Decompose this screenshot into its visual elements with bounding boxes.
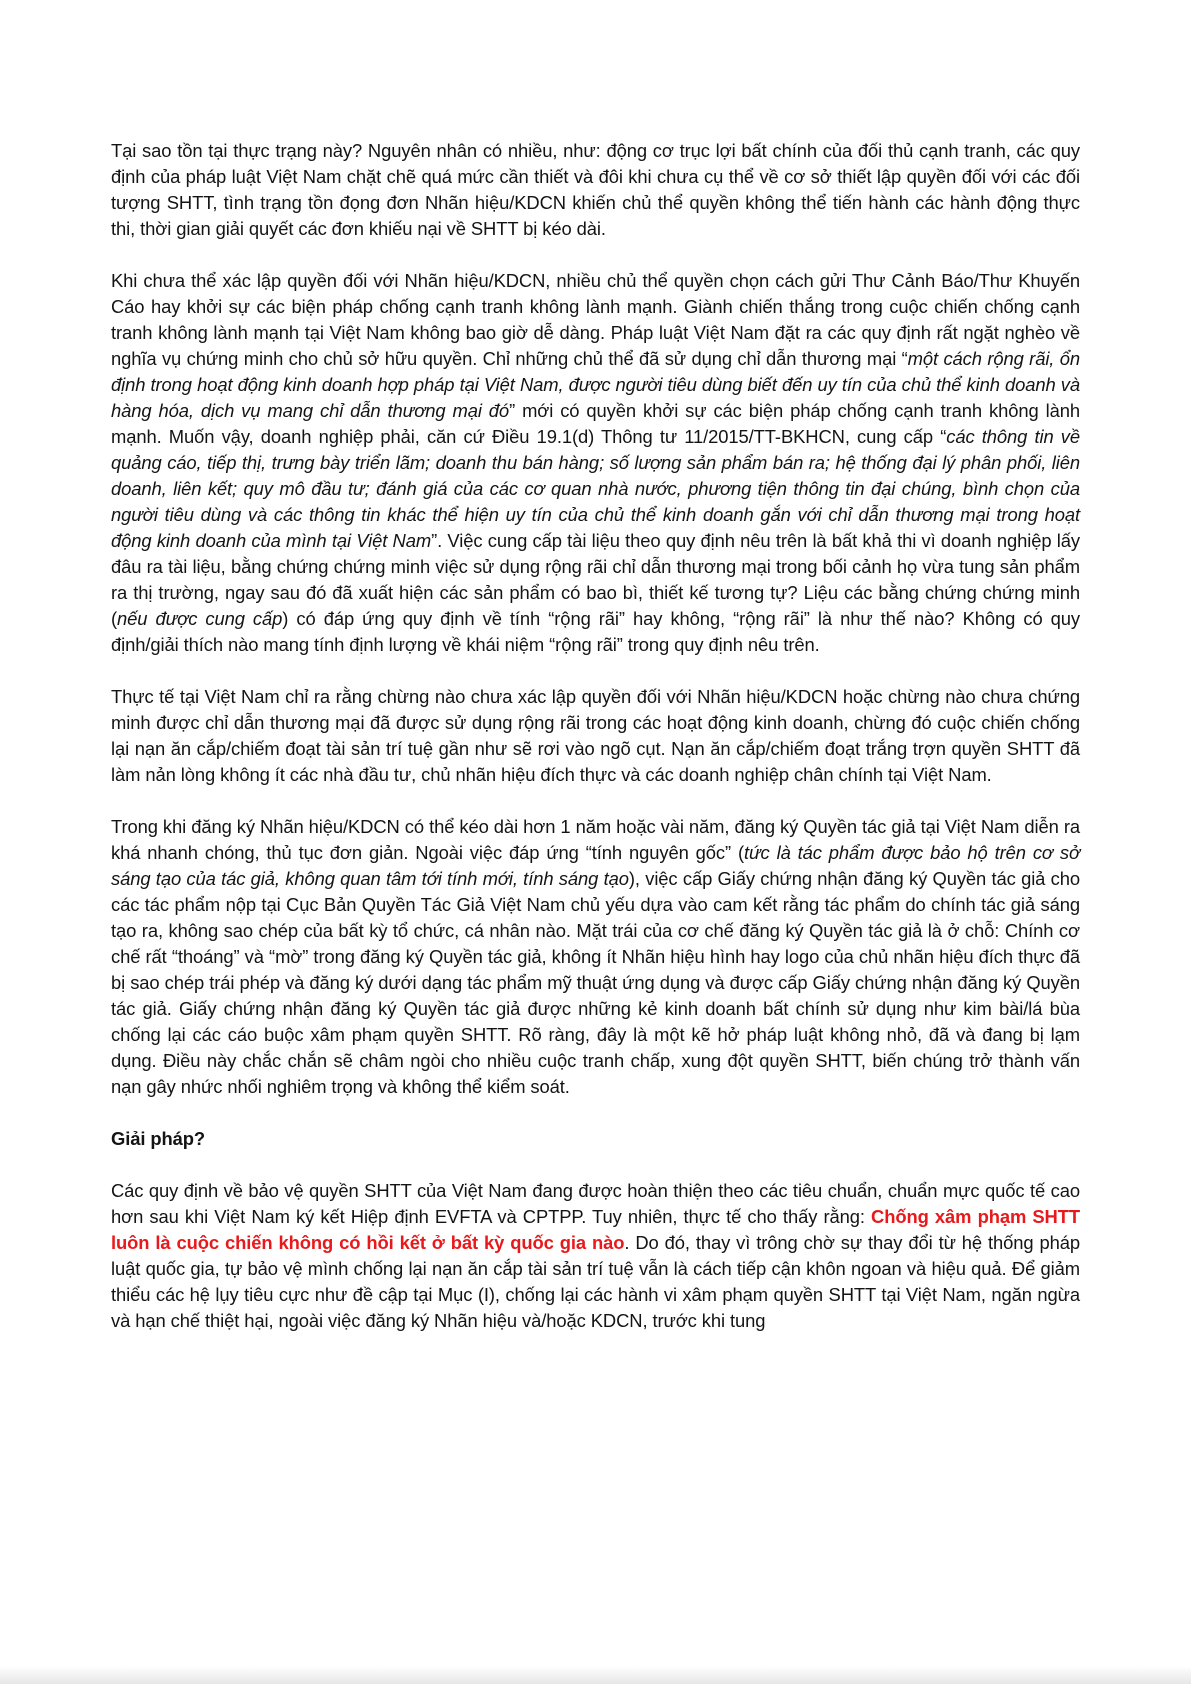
text-run: ) có đáp ứng quy định về tính “rộng rãi” hay không, “rộng rãi” là như thế nào? Không có quy định/giải thích nào mang tính định lượng về khái niệm “rộng rãi” trong quy định nêu trên. bbox=[111, 608, 1081, 655]
paragraph-cause: Tại sao tồn tại thực trạng này? Nguyên nhân có nhiều, như: động cơ trục lợi bất chính của đối thủ cạnh tranh, các quy định của pháp luật Việt Nam chặt chẽ quá mức cần thiết và đôi khi chưa cụ thể về cơ sở thiết lập quyền đối với các đối tượng SHTT, tình trạng tồn đọng đơn Nhãn hiệu/KDCN khiến chủ thể quyền không thể tiến hành các hành động thực thi, thời gian giải quyết các đơn khiếu nại về SHTT bị kéo dài. bbox=[111, 140, 1080, 239]
italic-quote: các thông tin về quảng cáo, tiếp thị, trưng bày triển lãm; doanh thu bán hàng; số lượng sản phẩm bán ra; hệ thống đại lý phân phối, liên doanh, liên kết; quy mô đầu tư; đánh giá của các cơ quan nhà nước, phương tiện thông tin đại chúng, bình chọn của người tiêu dùng và các thông tin khác thể hiện uy tín của chủ thể kinh doanh gắn với chỉ dẫn thương mại trong hoạt động kinh doanh của mình tại Việt Nam bbox=[111, 426, 1080, 551]
paragraph-copyright bbox=[111, 814, 1080, 1100]
text-run: . Do đó, thay vì trông chờ sự thay đổi từ hệ thống pháp luật quốc gia, tự bảo vệ mình chống lại nạn ăn cắp tài sản trí tuệ vẫn là cách tiếp cận khôn ngoan và hiệu quả. Để giảm thiểu các hệ lụy tiêu cực như đề cập tại Mục (I), chống lại các hành vi xâm phạm quyền SHTT tại Việt Nam, ngăn ngừa và hạn chế thiệt hại, ngoài việc đăng ký Nhãn hiệu và/hoặc KDCN, trước khi tung bbox=[111, 1232, 1080, 1331]
paragraph-reality: Thực tế tại Việt Nam chỉ ra rằng chừng nào chưa xác lập quyền đối với Nhãn hiệu/KDCN hoặc chừng nào chưa chứng minh được chỉ dẫn thương mại đã được sử dụng rộng rãi trong các hoạt động kinh doanh, chừng đó cuộc chiến chống lại nạn ăn cắp/chiếm đoạt tài sản trí tuệ gần như sẽ rơi vào ngõ cụt. Nạn ăn cắp/chiếm đoạt trắng trợn quyền SHTT đã làm nản lòng không ít các nhà đầu tư, chủ nhãn hiệu đích thực và các doanh nghiệp chân chính tại Việt Nam. bbox=[111, 686, 1080, 785]
paragraph-unfair-competition bbox=[111, 268, 1080, 658]
text-run: Trong khi đăng ký Nhãn hiệu/KDCN có thể kéo dài hơn 1 năm hoặc vài năm, đăng ký Quyền tác giả tại Việt Nam diễn ra khá nhanh chóng, thủ tục đơn giản. Ngoài việc đáp ứng “tính nguyên gốc” ( bbox=[111, 816, 1080, 863]
text-run: ”. Việc cung cấp tài liệu theo quy định nêu trên là bất khả thi vì doanh nghiệp lấy đâu ra tài liệu, bằng chứng chứng minh việc sử dụng rộng rãi chỉ dẫn thương mại trong bối cảnh họ vừa tung sản phẩm ra thị trường, ngay sau đó đã xuất hiện các sản phẩm có bao bì, thiết kế tương tự? Liệu các bằng chứng chứng minh ( bbox=[111, 530, 1080, 629]
text-run: Các quy định về bảo vệ quyền SHTT của Việt Nam đang được hoàn thiện theo các tiêu chuẩn, chuẩn mực quốc tế cao hơn sau khi Việt Nam ký kết Hiệp định EVFTA và CPTPP. Tuy nhiên, thực tế cho thấy rằng: bbox=[111, 1180, 1080, 1227]
italic-quote: một cách rộng rãi, ổn định trong hoạt động kinh doanh hợp pháp tại Việt Nam, được người tiêu dùng biết đến uy tín của chủ thể kinh doanh và hàng hóa, dịch vụ mang chỉ dẫn thương mại đó bbox=[111, 348, 1081, 421]
section-heading: Giải pháp? bbox=[111, 1128, 206, 1149]
italic-note: nếu được cung cấp bbox=[117, 608, 283, 629]
text-run: ” mới có quyền khởi sự các biện pháp chống cạnh tranh không lành mạnh. Muốn vậy, doanh nghiệp phải, căn cứ Điều 19.1(d) Thông tư 11/2015/TT-BKHCN, cung cấp “ bbox=[111, 400, 1080, 447]
text-run: Khi chưa thể xác lập quyền đối với Nhãn hiệu/KDCN, nhiều chủ thể quyền chọn cách gửi Thư Cảnh Báo/Thư Khuyến Cáo hay khởi sự các biện pháp chống cạnh tranh không lành mạnh. Giành chiến thắng trong cuộc chiến chống cạnh tranh không lành mạnh tại Việt Nam không bao giờ dễ dàng. Pháp luật Việt Nam đặt ra các quy định rất ngặt nghèo về nghĩa vụ chứng minh cho chủ sở hữu quyền. Chỉ những chủ thể đã sử dụng chỉ dẫn thương mại “ bbox=[111, 270, 1080, 369]
paragraph-solution bbox=[111, 1178, 1080, 1334]
document-page bbox=[111, 138, 1080, 1334]
highlight-text: Chống xâm phạm SHTT luôn là cuộc chiến không có hồi kết ở bất kỳ quốc gia nào bbox=[111, 1206, 1080, 1253]
page-bottom-edge bbox=[0, 1666, 1191, 1684]
italic-note: tức là tác phẩm được bảo hộ trên cơ sở sáng tạo của tác giả, không quan tâm tới tính mới, tính sáng tạo bbox=[111, 842, 1080, 889]
text-run: ), việc cấp Giấy chứng nhận đăng ký Quyền tác giả cho các tác phẩm nộp tại Cục Bản Quyền Tác Giả Việt Nam chủ yếu dựa vào cam kết rằng tác phẩm do chính tác giả sáng tạo ra, không sao chép của bất kỳ tổ chức, cá nhân nào. Mặt trái của cơ chế đăng ký Quyền tác giả là ở chỗ: Chính cơ chế rất “thoáng” và “mờ” trong đăng ký Quyền tác giả, không ít Nhãn hiệu hình hay logo của chủ nhãn hiệu đích thực đã bị sao chép trái phép và đăng ký dưới dạng tác phẩm mỹ thuật ứng dụng và được cấp Giấy chứng nhận đăng ký Quyền tác giả. Giấy chứng nhận đăng ký Quyền tác giả được những kẻ kinh doanh bất chính sử dụng như kim bài/lá bùa chống lại các cáo buộc xâm phạm quyền SHTT. Rõ ràng, đây là một kẽ hở pháp luật không nhỏ, đã và đang bị lạm dụng. Điều này chắc chắn sẽ châm ngòi cho nhiều cuộc tranh chấp, xung đột quyền SHTT, biến chúng trở thành vấn nạn gây nhức nhối nghiêm trọng và không thể kiểm soát. bbox=[111, 868, 1080, 1097]
